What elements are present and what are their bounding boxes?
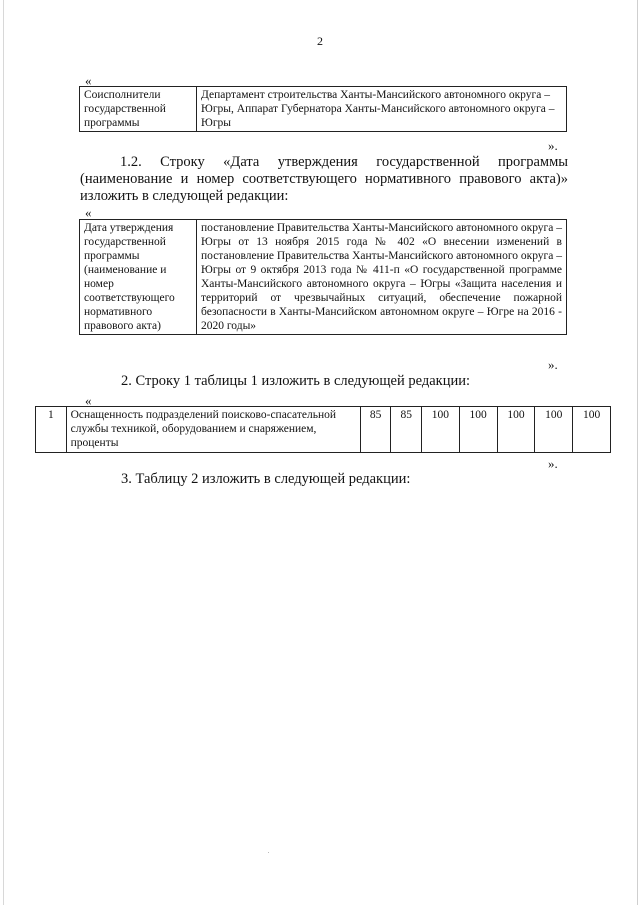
indicator-name: Оснащенность подразделений поисково-спасательной службы техникой, оборудованием и снаряжением, проценты (66, 407, 360, 453)
value-cell: 100 (422, 407, 460, 453)
open-quote: « (85, 73, 92, 88)
value-cell: 85 (360, 407, 391, 453)
scan-edge-left (3, 0, 4, 905)
close-quote: ». (548, 138, 558, 153)
indicator-table (35, 406, 611, 453)
scan-edge-right (637, 0, 638, 905)
page-number: 2 (317, 34, 323, 48)
item-3-paragraph: 3. Таблицу 2 изложить в следующей редакции: (121, 471, 411, 487)
value-cell: 100 (535, 407, 573, 453)
table-row (36, 407, 611, 453)
coexecutors-table (79, 86, 567, 132)
approval-value: постановление Правительства Ханты-Мансийского автономного округа – Югры от 13 ноября 2015 года № 402 «О внесении изменений в постановление Правительства Ханты-Мансийского автономного округа – Югры от 9 октября 2013 года № 411-п «О государственной программе Ханты-Мансийского автономного округа – Югры «Защита населения и территорий от чрезвычайных ситуаций, обеспечение пожарной безопасности в Ханты-Мансийском автономном округе – Югре на 2016 - 2020 годы» (197, 220, 567, 335)
item-2-paragraph: 2. Строку 1 таблицы 1 изложить в следующей редакции: (121, 373, 471, 389)
approval-label: Дата утверждения государственной программы (наименование и номер соответствующего нормативного правового акта) (80, 220, 197, 335)
close-quote: ». (548, 456, 558, 471)
value-cell: 85 (391, 407, 422, 453)
coexecutors-label: Соисполнители государственной программы (80, 87, 197, 132)
value-cell: 100 (459, 407, 497, 453)
row-number-cell: 1 (36, 407, 67, 453)
close-quote: ». (548, 357, 558, 372)
table-row (80, 87, 567, 132)
scan-speck (268, 852, 269, 853)
value-cell: 100 (497, 407, 535, 453)
open-quote: « (85, 393, 92, 408)
open-quote: « (85, 205, 92, 220)
value-cell: 100 (573, 407, 611, 453)
approval-table (79, 219, 567, 335)
item-1-2-paragraph: 1.2. Строку «Дата утверждения государственной программы (наименование и номер соответствующего нормативного правового акта)» изложить в следующей редакции: (80, 154, 568, 204)
coexecutors-value: Департамент строительства Ханты-Мансийского автономного округа – Югры, Аппарат Губернатора Ханты-Мансийского автономного округа – Югры (197, 87, 567, 132)
table-row (80, 220, 567, 335)
